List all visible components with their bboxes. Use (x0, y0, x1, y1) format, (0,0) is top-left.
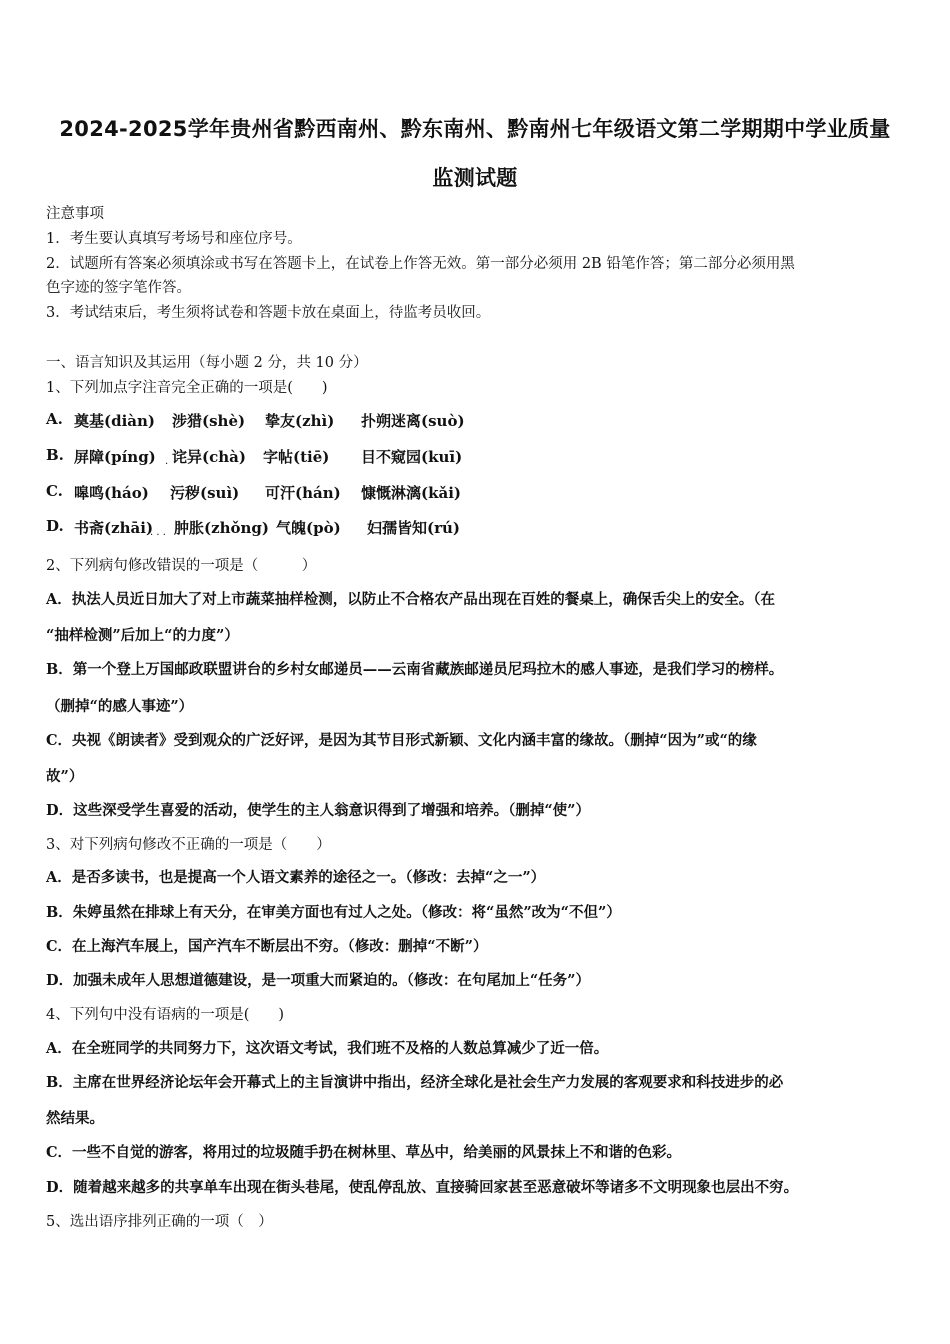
question-4-option-line: B．主席在世界经济论坛年会开幕式上的主旨演讲中指出，经济全球化是社会生产力发展的客观要求和科技进步的必 (46, 1074, 784, 1091)
question-5-stem: 5、选出语序排列正确的一项（ ） (46, 1214, 273, 1230)
question-2-option-line: C．央视《朗读者》受到观众的广泛好评，是因为其节目形式新颖、文化内涵丰富的缘故。（删掉“因为”或“的缘 (46, 732, 757, 749)
question-1-stem: 1、下列加点字注音完全正确的一项是( ) (46, 380, 328, 396)
question-2-option-line: A．执法人员近日加大了对上市蔬菜抽样检测，以防止不合格农产品出现在百姓的餐桌上，确保舌尖上的安全。（在 (46, 591, 775, 608)
question-2-option-line: 故”） (46, 768, 84, 785)
emphasis-dot-icon: · (165, 459, 169, 470)
question-2-option-line: D．这些深受学生喜爱的活动，使学生的主人翁意识得到了增强和培养。（删掉“使”） (46, 802, 591, 819)
question-3-option-line: C．在上海汽车展上，国产汽车不断层出不穷。（修改：删掉“不断”） (46, 938, 488, 955)
option-word: 可汗(hán) (265, 484, 341, 502)
option-word: 气魄(pò) (276, 519, 341, 537)
option-word: 挚友(zhì) (265, 412, 335, 430)
option-word: 妇孺皆知(rú) (367, 519, 461, 537)
page-title-line-2: 监测试题 (432, 166, 518, 190)
question-2-option-line: （删掉“的感人事迹”） (46, 698, 194, 715)
question-4-option-line: D．随着越来越多的共享单车出现在街头巷尾，使乱停乱放、直接骑回家甚至恶意破坏等诸多不文明现象也层出不穷。 (46, 1179, 799, 1196)
notice-heading: 注意事项 (46, 206, 104, 222)
option-word: 慷慨淋漓(kǎi) (361, 484, 462, 502)
option-word: 肿胀(zhǒng) (174, 519, 270, 537)
section-heading: 一、语言知识及其运用（每小题 2 分，共 10 分） (46, 355, 368, 371)
question-3-stem: 3、对下列病句修改不正确的一项是（ ） (46, 837, 331, 853)
question-4-option-line: 然结果。 (46, 1110, 104, 1127)
option-label: C. (46, 482, 63, 500)
question-3-option-line: B．朱婷虽然在排球上有天分，在审美方面也有过人之处。（修改：将“虽然”改为“不但”） (46, 904, 621, 921)
option-label: D. (46, 517, 64, 535)
question-3-option-line: D．加强未成年人思想道德建设，是一项重大而紧迫的。（修改：在句尾加上“任务”） (46, 972, 591, 989)
question-4-option-line: A．在全班同学的共同努力下，这次语文考试，我们班不及格的人数总算减少了近一倍。 (46, 1040, 609, 1057)
page-title-line-1: 2024-2025学年贵州省黔西南州、黔东南州、黔南州七年级语文第二学期期中学业质量 (59, 117, 891, 141)
option-label: B. (46, 446, 64, 464)
option-word: 扑朔迷离(suò) (361, 412, 465, 430)
emphasis-dot-icon: · · · (150, 530, 166, 541)
option-label: A. (46, 410, 63, 428)
question-2-option-line: B．第一个登上万国邮政联盟讲台的乡村女邮递员——云南省藏族邮递员尼玛拉木的感人事迹，是我们学习的榜样。 (46, 661, 784, 678)
question-4-stem: 4、下列句中没有语病的一项是( ) (46, 1007, 285, 1023)
option-word: 涉猎(shè) (172, 412, 246, 430)
option-word: 奠基(diàn) (74, 412, 156, 430)
option-word: 屏障(píng) (74, 448, 156, 466)
question-3-option-line: A．是否多读书，也是提高一个人语文素养的途径之一。（修改：去掉“之一”） (46, 869, 546, 886)
question-4-option-line: C．一些不自觉的游客，将用过的垃圾随手扔在树林里、草丛中，给美丽的风景抹上不和谐的色彩。 (46, 1144, 682, 1161)
option-word: 污秽(suì) (170, 484, 240, 502)
option-word: 字帖(tiē) (263, 448, 330, 466)
option-word: 目不窥园(kuī) (361, 448, 463, 466)
option-word: 书斋(zhāi) (74, 519, 154, 537)
notice-item: 色字迹的签字笔作答。 (46, 280, 191, 296)
option-word: 诧异(chà) (172, 448, 246, 466)
notice-item: 3．考试结束后，考生须将试卷和答题卡放在桌面上，待监考员收回。 (46, 305, 491, 321)
option-word: 嗥鸣(háo) (74, 484, 149, 502)
question-2-option-line: “抽样检测”后加上“的力度”） (46, 627, 239, 644)
notice-item: 2．试题所有答案必须填涂或书写在答题卡上，在试卷上作答无效。第一部分必须用 2B 铅笔作答；第二部分必须用黑 (46, 256, 795, 272)
notice-item: 1．考生要认真填写考场号和座位序号。 (46, 231, 302, 247)
question-2-stem: 2、下列病句修改错误的一项是（ ） (46, 558, 317, 574)
